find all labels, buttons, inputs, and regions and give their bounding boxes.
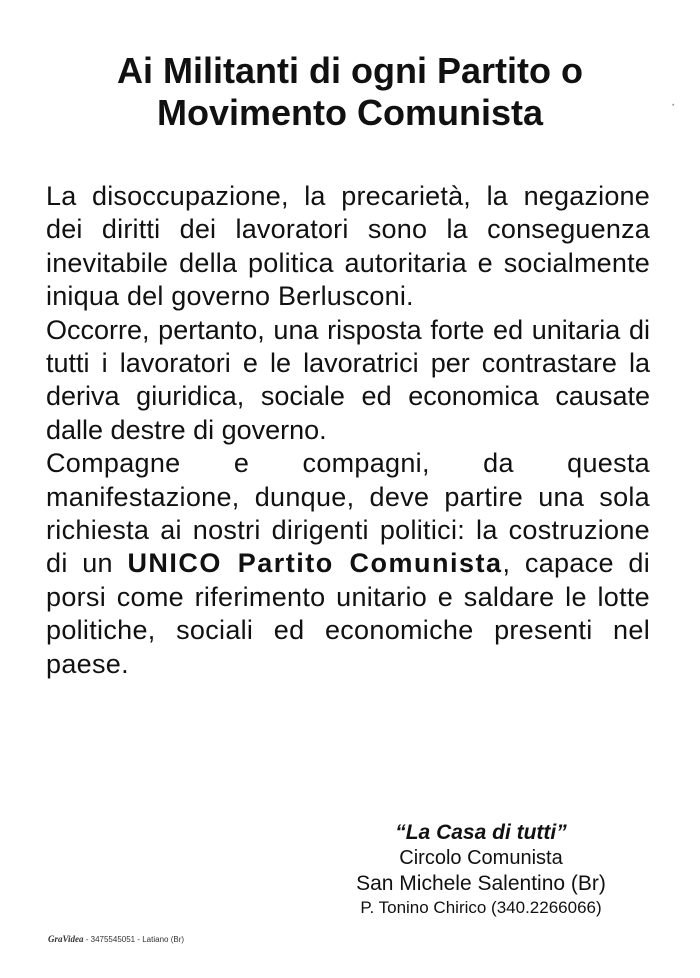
- printer-details: - 3475545051 - Latiano (Br): [83, 935, 185, 944]
- paragraph-3-outro: , capace di porsi come riferimento unitario e saldare le lotte politiche, sociali ed economiche presenti nel paese.: [46, 548, 650, 679]
- paragraph-3: [46, 447, 650, 681]
- corner-mark: *: [672, 104, 675, 110]
- signature-block: [316, 820, 646, 919]
- signature-contact: P. Tonino Chirico (340.2266066): [360, 898, 602, 917]
- signature-quote: “La Casa di tutti”: [395, 821, 567, 844]
- title-line-1: Ai Militanti di ogni Partito o: [117, 50, 583, 91]
- paragraph-1: La disoccupazione, la precarietà, la negazione dei diritti dei lavoratori sono la conseguenza inevitabile della politica autoritaria e socialmente iniqua del governo Berlusconi.: [46, 181, 650, 312]
- title-line-2: Movimento Comunista: [156, 92, 543, 133]
- paragraph-2: Occorre, pertanto, una risposta forte ed unitaria di tutti i lavoratori e le lavoratrici per contrastare la deriva giuridica, sociale ed economica causate dalle destre di governo.: [46, 314, 650, 445]
- page-title: [0, 50, 700, 134]
- signature-place: San Michele Salentino (Br): [356, 872, 606, 895]
- printer-credit: [48, 934, 184, 944]
- body-text: [46, 180, 650, 681]
- printer-brand: GraVidea: [48, 934, 84, 944]
- paragraph-3-intro: Compagne e compagni, da questa manifestazione, dunque, deve partire una sola richiesta ai nostri dirigenti politici: la costruzione di un: [46, 448, 650, 579]
- signature-organization: Circolo Comunista: [399, 847, 563, 869]
- paragraph-3-emphasis: UNICO Partito Comunista: [127, 548, 503, 579]
